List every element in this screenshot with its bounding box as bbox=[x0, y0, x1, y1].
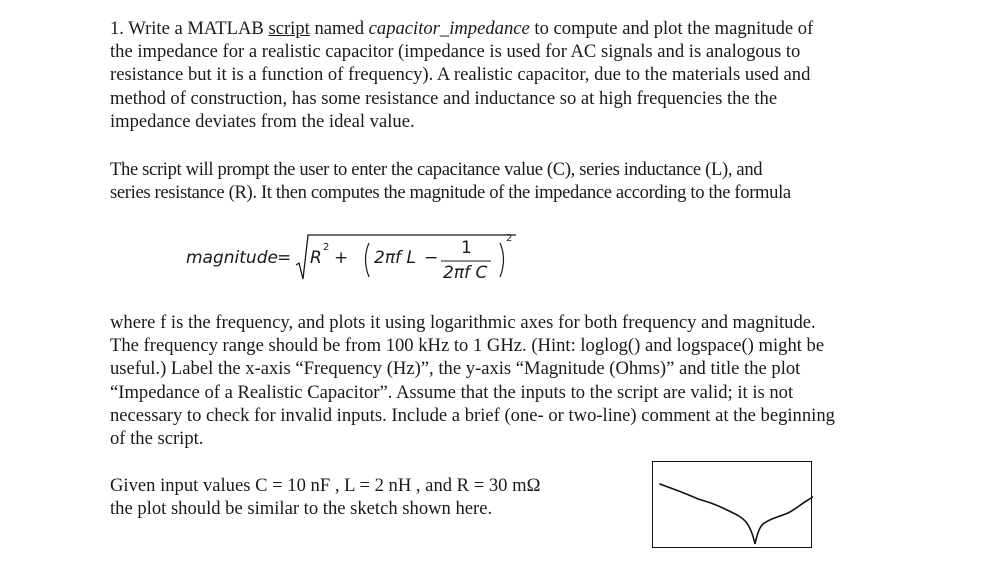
intro-line-3: resistance but it is a function of frequency). A realistic capacitor, due to the materials used and bbox=[110, 64, 811, 86]
prompt-line-2: series resistance (R). It then computes the magnitude of the impedance according to the formula bbox=[110, 182, 791, 204]
formula-equals: = bbox=[277, 248, 292, 268]
impedance-sketch bbox=[652, 461, 812, 548]
details-line-1: where f is the frequency, and plots it using logarithmic axes for both frequency and magnitude. bbox=[110, 312, 816, 333]
script-link[interactable]: script bbox=[268, 18, 310, 39]
given-line-2: the plot should be similar to the sketch shown here. bbox=[110, 498, 493, 520]
formula-lhs: magnitude bbox=[186, 248, 278, 268]
intro-paragraph bbox=[110, 17, 930, 133]
formula-numerator: 1 bbox=[461, 238, 472, 258]
prompt-line-1: The script will prompt the user to enter the capacitance value (C), series inductance (L), and bbox=[110, 159, 763, 180]
details-line-2: The frequency range should be from 100 kHz to 1 GHz. (Hint: loglog() and logspace() might be bbox=[110, 335, 825, 357]
formula-minus: − bbox=[424, 248, 439, 268]
details-paragraph bbox=[110, 311, 930, 450]
formula-outer-squared: 2 bbox=[506, 233, 513, 244]
given-line-1: Given input values C = 10 nF , L = 2 nH , and R = 30 mΩ bbox=[110, 475, 541, 496]
formula-2pifl: 2πf L bbox=[374, 248, 416, 268]
formula-r-squared: 2 bbox=[323, 242, 330, 253]
details-line-3: useful.) Label the x-axis “Frequency (Hz)”, the y-axis “Magnitude (Ohms)” and title the plot bbox=[110, 358, 801, 380]
details-line-4: “Impedance of a Realistic Capacitor”. Assume that the inputs to the script are valid; it is not bbox=[110, 381, 794, 403]
script-name: capacitor_impedance bbox=[368, 18, 530, 39]
intro-text: named bbox=[309, 18, 369, 39]
given-paragraph bbox=[110, 474, 630, 520]
intro-text: to compute and plot the magnitude of bbox=[529, 18, 814, 39]
prompt-paragraph bbox=[110, 158, 930, 204]
v-curve-icon bbox=[653, 462, 813, 549]
intro-line-5: impedance deviates from the ideal value. bbox=[110, 110, 415, 132]
intro-line-2: the impedance for a realistic capacitor (impedance is used for AC signals and is analogous to bbox=[110, 41, 801, 63]
intro-text: 1. Write a MATLAB bbox=[110, 18, 269, 39]
impedance-formula bbox=[186, 229, 526, 289]
details-line-6: of the script. bbox=[110, 428, 204, 450]
details-line-5: necessary to check for invalid inputs. Include a brief (one- or two-line) comment at the beginning bbox=[110, 404, 835, 426]
formula-plus: + bbox=[334, 248, 349, 268]
formula-r: R bbox=[310, 248, 322, 268]
formula-denominator: 2πf C bbox=[443, 263, 488, 283]
intro-line-4: method of construction, has some resistance and inductance so at high frequencies the the bbox=[110, 87, 778, 109]
intro-line-1 bbox=[110, 17, 930, 40]
